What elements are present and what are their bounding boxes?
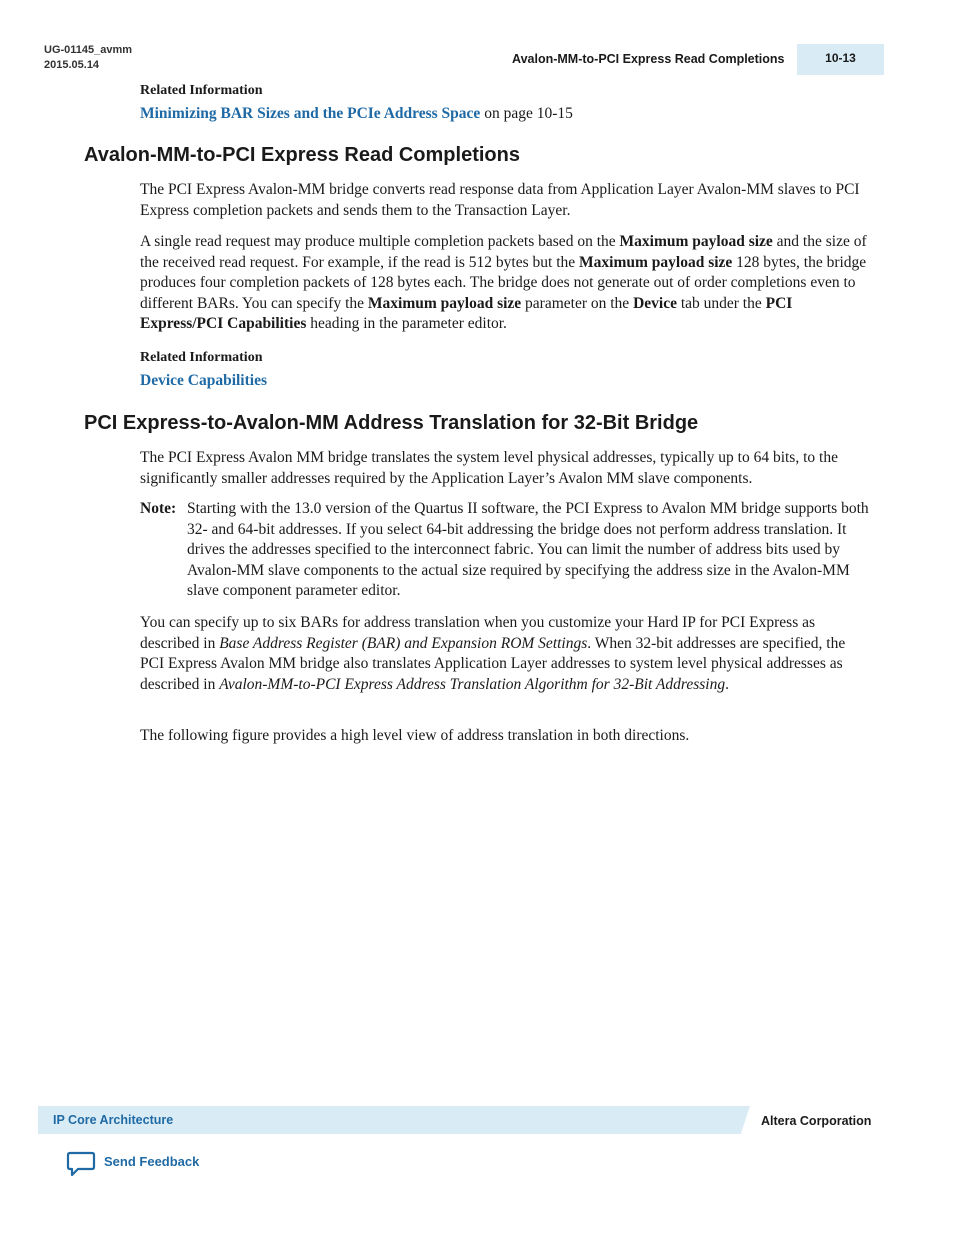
note-block xyxy=(140,499,870,602)
doc-id: UG-01145_avmm xyxy=(44,44,133,56)
text: parameter on the xyxy=(521,294,634,312)
section-heading-address-translation: PCI Express-to-Avalon-MM Address Translation for 32-Bit Bridge xyxy=(84,412,699,434)
text: and the size of the received read request. For example, if the read is 512 bytes but the xyxy=(140,233,867,271)
paragraph-address-translation-3: The following figure provides a high level view of address translation in both directions. xyxy=(140,727,690,744)
related-info-label: Related Information xyxy=(140,83,263,98)
doc-id-block xyxy=(44,43,132,73)
paragraph-address-translation-2 xyxy=(140,613,870,695)
text: A single read request may produce multiple completion packets based on the xyxy=(140,233,620,250)
footer-company: Altera Corporation xyxy=(761,1114,872,1128)
bold-term: Maximum payload size xyxy=(619,233,773,250)
doc-date: 2015.05.14 xyxy=(44,59,100,71)
related-info-label-2: Related Information xyxy=(140,350,263,365)
text: . xyxy=(725,675,729,693)
related-info-line xyxy=(140,105,573,123)
bold-term: Device xyxy=(633,294,677,312)
speech-bubble-icon[interactable] xyxy=(66,1151,96,1177)
note-label: Note: xyxy=(140,500,177,517)
text: . When 32-bit addresses are specified, the PCI Express Avalon MM bridge also translates Application Layer addresses to system level physical addresses as described in xyxy=(140,634,846,693)
italic-reference: Base Address Register (BAR) and Expansion ROM Settings xyxy=(219,634,588,652)
section-heading-read-completions: Avalon-MM-to-PCI Express Read Completions xyxy=(84,144,520,166)
bold-term: PCI Express/PCI Capabilities xyxy=(140,294,793,333)
bold-term: Maximum payload size xyxy=(367,294,522,312)
bold-term: Maximum payload size xyxy=(579,253,733,271)
text: tab under the xyxy=(676,294,766,312)
related-link-suffix: on page 10-15 xyxy=(480,105,573,122)
page-number: 10-13 xyxy=(797,44,884,75)
text: You can specify up to six BARs for address translation when you customize your Hard IP for PCI Express as described in xyxy=(140,614,816,652)
italic-reference: Avalon-MM-to-PCI Express Address Translation Algorithm for 32-Bit Addressing xyxy=(219,675,726,693)
running-header-title: Avalon-MM-to-PCI Express Read Completions xyxy=(512,52,785,66)
text: heading in the parameter editor. xyxy=(306,315,507,333)
footer-chapter: IP Core Architecture xyxy=(53,1113,174,1127)
paragraph-read-completions-1: The PCI Express Avalon-MM bridge converts read response data from Application Layer Avalon-MM slaves to PCI Express completion packets and sends them to the Transaction Layer. xyxy=(140,181,860,219)
note-body: Starting with the 13.0 version of the Quartus II software, the PCI Express to Avalon MM bridge supports both 32- and 64-bit addresses. If you select 64-bit addressing the bridge does not perform address translation. It drives the addresses specified to the interconnect fabric. You can limit the number of address bits used by Avalon-MM slave components to the actual size required by specifying the address size in the Avalon-MM slave component parameter editor. xyxy=(187,500,869,600)
text: 128 bytes, the bridge produces four completion packets of 128 bytes each. The bridge does not generate out of order completions even to different BARs. You can specify the xyxy=(140,253,867,312)
related-info-line-2 xyxy=(140,372,267,390)
related-link-device-capabilities[interactable]: Device Capabilities xyxy=(140,372,267,389)
paragraph-address-translation-1: The PCI Express Avalon MM bridge translates the system level physical addresses, typically up to 64 bits, to the significantly smaller addresses required by the Application Layer’s Avalon MM slave components. xyxy=(140,449,838,487)
related-link-bar-sizes[interactable]: Minimizing BAR Sizes and the PCIe Address Space xyxy=(140,105,481,122)
paragraph-read-completions-2 xyxy=(140,232,870,335)
send-feedback-link[interactable]: Send Feedback xyxy=(104,1154,200,1169)
